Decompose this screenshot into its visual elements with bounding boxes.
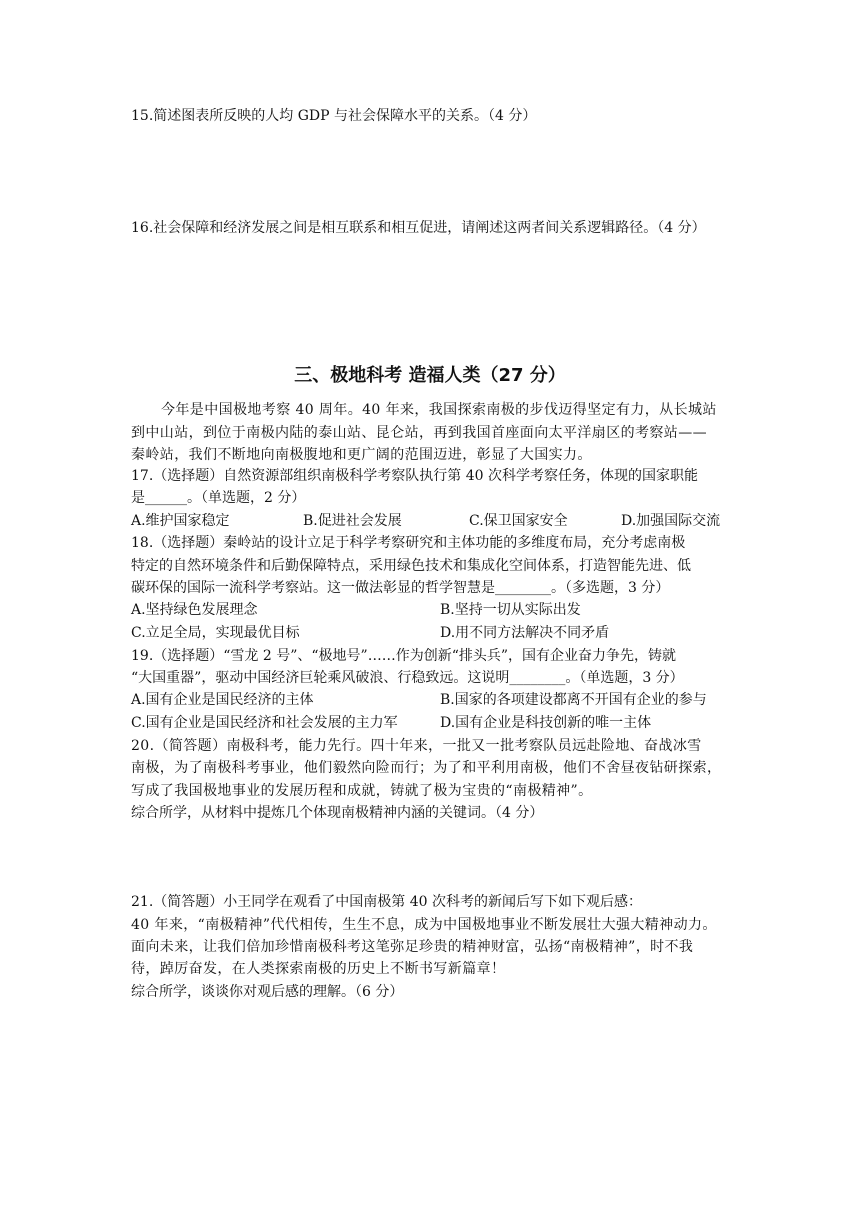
- question-stem: 碳环保的国际一流科学考察站。这一做法彰显的哲学智慧是________。（多选题，3 分）: [131, 580, 670, 596]
- material-line: 20.（简答题）南极科考，能力先行。四十年来，一批又一批考察队员远赴险地、奋战冰雪: [131, 738, 702, 754]
- question-stem: 18.（选择题）秦岭站的设计立足于科学考察研究和主体功能的多维度布局，充分考虑南极: [131, 535, 686, 551]
- option-c: C.保卫国家安全: [469, 513, 568, 529]
- question-stem: 是______。（单选题，2 分）: [131, 490, 306, 506]
- material-line: 待，踔厉奋发，在人类探索南极的历史上不断书写新篇章！: [131, 961, 506, 977]
- question-15: 15.简述图表所反映的人均 GDP 与社会保障水平的关系。（4 分）: [131, 108, 537, 124]
- option-c: C.国有企业是国民经济和社会发展的主力军: [131, 715, 398, 731]
- question-prompt: 综合所学，从材料中提炼几个体现南极精神内涵的关键词。（4 分）: [131, 805, 544, 821]
- section-title: 三、极地科考 造福人类（27 分）: [294, 365, 566, 386]
- option-b: B.坚持一切从实际出发: [440, 602, 581, 618]
- material-line: 南极，为了南极科考事业，他们毅然向险而行；为了和平利用南极，他们不舍昼夜钻研探索，: [131, 760, 722, 776]
- question-stem: 特定的自然环境条件和后勤保障特点，采用绿色技术和集成化空间体系，打造智能先进、低: [131, 558, 691, 574]
- question-16: 16.社会保障和经济发展之间是相互联系和相互促进，请阐述这两者间关系逻辑路径。（4 分）: [131, 220, 706, 236]
- material-line: 40 年来，“南极精神”代代相传，生生不息，成为中国极地事业不断发展壮大强大精神动力。: [131, 917, 717, 933]
- option-c: C.立足全局，实现最优目标: [131, 625, 300, 641]
- question-stem: 17.（选择题）自然资源部组织南极科学考察队执行第 40 次科学考察任务，体现的国家职能: [131, 468, 698, 484]
- option-d: D.国有企业是科技创新的唯一主体: [440, 715, 652, 731]
- question-prompt: 综合所学，谈谈你对观后感的理解。（6 分）: [131, 984, 404, 1000]
- intro-line: 到中山站，到位于南极内陆的泰山站、昆仑站，再到我国首座面向太平洋扇区的考察站——: [131, 425, 707, 441]
- intro-line: 今年是中国极地考察 40 周年。40 年来，我国探索南极的步伐迈得坚定有力，从长城站: [161, 402, 717, 418]
- question-stem: “大国重器”，驱动中国经济巨轮乘风破浪、行稳致远。这说明________。（单选题，3 分）: [131, 670, 684, 686]
- question-stem: 21.（简答题）小王同学在观看了中国南极第 40 次科考的新闻后写下如下观后感：: [131, 894, 642, 910]
- question-stem: 19.（选择题）“雪龙 2 号”、“极地号”……作为创新“排头兵”，国有企业奋力争先，铸就: [131, 648, 677, 664]
- option-a: A.维护国家稳定: [131, 513, 230, 529]
- intro-line: 秦岭站，我们不断地向南极腹地和更广阔的范围迈进，彰显了大国实力。: [131, 447, 592, 463]
- option-a: A.坚持绿色发展理念: [131, 602, 258, 618]
- option-d: D.用不同方法解决不同矛盾: [440, 625, 610, 641]
- option-b: B.促进社会发展: [303, 513, 402, 529]
- material-line: 面向未来，让我们倍加珍惜南极科考这笔弥足珍贵的精神财富，弘扬“南极精神”，时不我: [131, 939, 694, 955]
- option-b: B.国家的各项建设都离不开国有企业的参与: [440, 692, 707, 708]
- option-d: D.加强国际交流: [621, 513, 721, 529]
- option-a: A.国有企业是国民经济的主体: [131, 692, 314, 708]
- material-line: 写成了我国极地事业的发展历程和成就，铸就了极为宝贵的“南极精神”。: [131, 783, 593, 799]
